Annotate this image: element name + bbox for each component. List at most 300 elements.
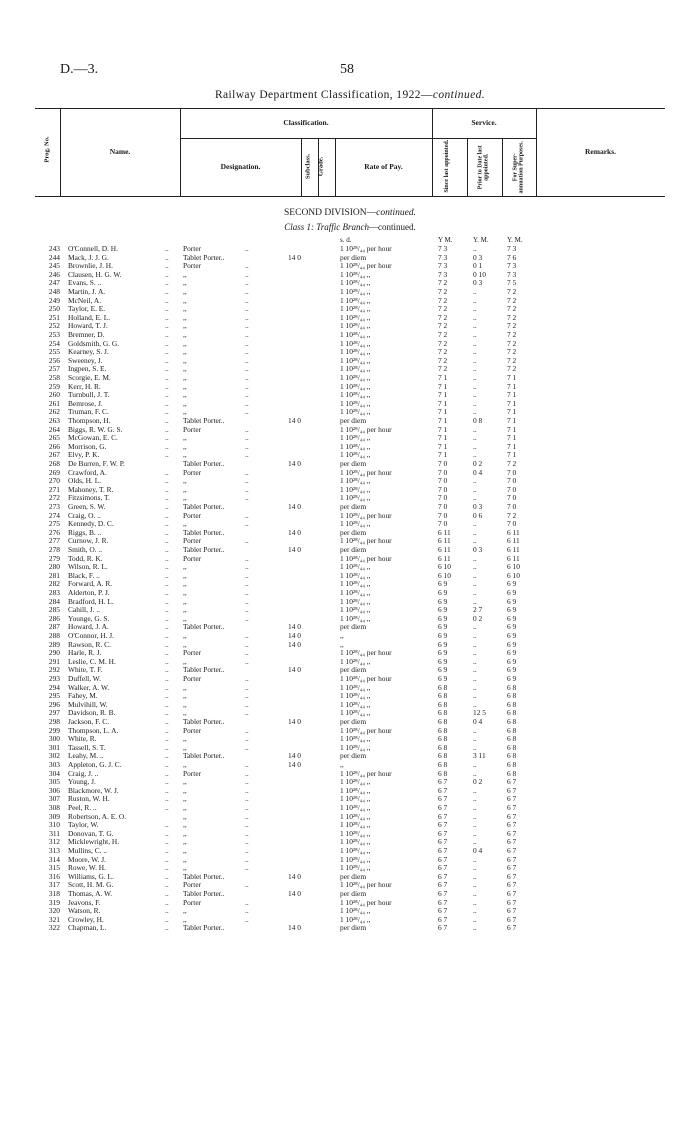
superannuation-cell: 6 8 bbox=[507, 760, 517, 769]
name-cell: Rowe, W. H. bbox=[68, 863, 106, 873]
leader-dots: .. bbox=[165, 699, 169, 709]
prog-no-cell: 266 bbox=[48, 441, 60, 451]
prior-to-date-cell: .. bbox=[473, 244, 477, 253]
prog-no-cell: 307 bbox=[48, 794, 60, 804]
leader-dots: .. bbox=[245, 837, 249, 847]
designation-cell: Tablet Porter.. bbox=[183, 889, 225, 898]
leader-dots: .. bbox=[245, 811, 249, 821]
name-cell: Mack, J. J. G. bbox=[68, 252, 109, 262]
prior-to-date-cell: .. bbox=[473, 631, 477, 640]
name-cell: Fitzsimons, T. bbox=[68, 493, 110, 503]
name-cell: Curnow, J. R. bbox=[68, 536, 109, 546]
superannuation-cell: 7 3 bbox=[507, 244, 517, 253]
superannuation-cell: 7 5 bbox=[507, 278, 517, 288]
designation-cell: Porter bbox=[183, 897, 202, 907]
since-last-cell: 6 8 bbox=[438, 768, 448, 778]
leader-dots: .. bbox=[165, 897, 169, 907]
since-last-cell: 7 1 bbox=[438, 416, 448, 425]
since-last-cell: 7 0 bbox=[438, 519, 448, 529]
name-cell: Leahy, M. .. bbox=[68, 751, 104, 761]
designation-cell: Tablet Porter.. bbox=[183, 717, 225, 726]
since-last-cell: 6 11 bbox=[438, 545, 451, 554]
prior-to-date-cell: 2 7 bbox=[473, 605, 483, 615]
prog-no-cell: 305 bbox=[48, 777, 60, 787]
prog-no-cell: 298 bbox=[48, 717, 60, 726]
leader-dots: .. bbox=[245, 725, 249, 735]
superannuation-cell: 6 9 bbox=[507, 674, 517, 683]
name-cell: Appleton, G. J. C. bbox=[68, 760, 122, 769]
table-row bbox=[0, 924, 700, 933]
prog-no-cell: 267 bbox=[48, 450, 60, 460]
header-since-last-appointed: Since last appointed. bbox=[443, 139, 450, 193]
designation-cell: ,, bbox=[183, 639, 187, 649]
since-last-cell: 6 7 bbox=[438, 880, 448, 890]
rate-of-pay-cell: ,, bbox=[340, 760, 344, 769]
designation-cell: Porter bbox=[183, 725, 202, 735]
designation-cell: ,, bbox=[183, 390, 187, 400]
prog-no-cell: 276 bbox=[48, 527, 60, 537]
designation-cell: ,, bbox=[183, 433, 187, 443]
rate-of-pay-cell: per diem bbox=[340, 717, 367, 726]
leader-dots: .. bbox=[165, 665, 169, 675]
leader-dots: .. bbox=[245, 691, 249, 701]
since-last-cell: 6 9 bbox=[438, 648, 448, 658]
rate-of-pay-cell: 1 10²⁸/₄₄ ,, bbox=[340, 287, 371, 296]
rate-of-pay-cell: 1 10²⁸/₄₄ per hour bbox=[340, 768, 392, 778]
designation-cell: ,, bbox=[183, 742, 187, 752]
col-divider bbox=[301, 138, 302, 196]
superannuation-cell: 6 11 bbox=[507, 553, 520, 563]
since-last-cell: 7 0 bbox=[438, 459, 448, 468]
superannuation-cell: 7 0 bbox=[507, 493, 517, 503]
rate-of-pay-cell: 1 10²⁸/₄₄ ,, bbox=[340, 579, 371, 589]
rate-of-pay-cell: 1 10²⁸/₄₄ per hour bbox=[340, 648, 392, 658]
designation-cell: ,, bbox=[183, 854, 187, 864]
leader-dots: .. bbox=[245, 304, 249, 314]
leader-dots: .. bbox=[165, 631, 169, 640]
prior-to-date-cell: .. bbox=[473, 639, 477, 649]
name-cell: Chapman, L. bbox=[68, 923, 107, 933]
page-reference: D.—3. bbox=[60, 62, 99, 77]
header-classification: Classification. bbox=[283, 118, 329, 128]
designation-cell: Porter bbox=[183, 467, 202, 477]
leader-dots: .. bbox=[165, 321, 169, 331]
title-continued: continued. bbox=[432, 89, 486, 101]
superannuation-cell: 6 10 bbox=[507, 570, 520, 580]
prog-no-cell: 321 bbox=[48, 914, 60, 924]
since-last-cell: 7 1 bbox=[438, 450, 448, 460]
superannuation-cell: 7 1 bbox=[507, 416, 517, 425]
leader-dots: .. bbox=[165, 304, 169, 314]
leader-dots: .. bbox=[165, 863, 169, 873]
leader-dots: .. bbox=[245, 648, 249, 658]
name-cell: Crowley, H. bbox=[68, 914, 104, 924]
designation-cell: ,, bbox=[183, 811, 187, 821]
designation-cell: ,, bbox=[183, 588, 187, 597]
prior-to-date-cell: .. bbox=[473, 889, 477, 898]
rate-of-pay-cell: 1 10²⁸/₄₄ ,, bbox=[340, 484, 371, 494]
leader-dots: .. bbox=[245, 364, 249, 374]
prior-to-date-cell: .. bbox=[473, 553, 477, 563]
since-last-cell: 6 7 bbox=[438, 846, 448, 855]
prog-no-cell: 303 bbox=[48, 760, 60, 769]
leader-dots: .. bbox=[165, 596, 169, 606]
designation-cell: ,, bbox=[183, 398, 187, 408]
since-last-cell: 6 11 bbox=[438, 536, 451, 546]
since-last-cell: 7 3 bbox=[438, 261, 448, 271]
superannuation-cell: 7 1 bbox=[507, 407, 517, 417]
leader-dots: .. bbox=[245, 562, 249, 572]
since-last-cell: 7 2 bbox=[438, 278, 448, 288]
leader-dots: .. bbox=[245, 398, 249, 408]
leader-dots: .. bbox=[165, 261, 169, 271]
superannuation-cell: 6 7 bbox=[507, 871, 517, 881]
leader-dots: .. bbox=[245, 467, 249, 477]
name-cell: Morrison, G. bbox=[68, 441, 107, 451]
leader-dots: .. bbox=[165, 407, 169, 417]
leader-dots: .. bbox=[165, 768, 169, 778]
since-last-cell: 7 2 bbox=[438, 330, 448, 339]
prior-to-date-cell: .. bbox=[473, 656, 477, 666]
superannuation-cell: 7 2 bbox=[507, 287, 517, 296]
col-divider bbox=[467, 138, 468, 196]
name-cell: McNeil, A. bbox=[68, 295, 102, 305]
rate-of-pay-cell: 1 10²⁸/₄₄ ,, bbox=[340, 476, 371, 486]
since-last-cell: 6 7 bbox=[438, 803, 448, 812]
prior-to-date-cell: .. bbox=[473, 854, 477, 864]
prog-no-cell: 290 bbox=[48, 648, 60, 658]
leader-dots: .. bbox=[245, 269, 249, 279]
rate-of-pay-cell: 1 10²⁸/₄₄ ,, bbox=[340, 742, 371, 752]
name-cell: Fahey, M. bbox=[68, 691, 98, 701]
leader-dots: .. bbox=[165, 777, 169, 787]
rate-of-pay-cell: 1 10²⁸/₄₄ ,, bbox=[340, 820, 371, 830]
rate-amount-cell: 14 0 bbox=[288, 760, 301, 769]
prog-no-cell: 282 bbox=[48, 579, 60, 589]
since-last-cell: 7 2 bbox=[438, 304, 448, 314]
prior-to-date-cell: .. bbox=[473, 570, 477, 580]
since-last-cell: 7 2 bbox=[438, 295, 448, 305]
designation-cell: ,, bbox=[183, 906, 187, 916]
leader-dots: .. bbox=[165, 871, 169, 881]
leader-dots: .. bbox=[165, 252, 169, 262]
since-last-cell: 6 7 bbox=[438, 906, 448, 916]
superannuation-cell: 6 11 bbox=[507, 545, 520, 554]
prior-to-date-cell: .. bbox=[473, 338, 477, 348]
rate-of-pay-cell: 1 10²⁸/₄₄ ,, bbox=[340, 519, 371, 529]
rate-of-pay-cell: 1 10²⁸/₄₄ ,, bbox=[340, 330, 371, 339]
leader-dots: .. bbox=[165, 450, 169, 460]
rate-of-pay-cell: 1 10²⁸/₄₄ per hour bbox=[340, 244, 392, 253]
prog-no-cell: 312 bbox=[48, 837, 60, 847]
name-cell: Ingpen, S. E. bbox=[68, 364, 107, 374]
page-number: 58 bbox=[340, 62, 354, 77]
designation-cell: Porter bbox=[183, 648, 202, 658]
superannuation-cell: 7 3 bbox=[507, 261, 517, 271]
since-last-cell: 7 3 bbox=[438, 252, 448, 262]
prior-to-date-cell: .. bbox=[473, 760, 477, 769]
superannuation-cell: 6 9 bbox=[507, 596, 517, 606]
designation-cell: Tablet Porter.. bbox=[183, 502, 225, 511]
prog-no-cell: 270 bbox=[48, 476, 60, 486]
prog-no-cell: 251 bbox=[48, 312, 60, 322]
since-last-cell: 6 7 bbox=[438, 811, 448, 821]
header-superannuation: For Super- annuation Purposes. bbox=[512, 141, 525, 194]
leader-dots: .. bbox=[245, 588, 249, 597]
since-last-cell: 6 9 bbox=[438, 674, 448, 683]
rate-of-pay-cell: 1 10²⁸/₄₄ per hour bbox=[340, 880, 392, 890]
leader-dots: .. bbox=[245, 553, 249, 563]
name-cell: Forward, A. R. bbox=[68, 579, 113, 589]
prior-to-date-cell: 0 4 bbox=[473, 717, 483, 726]
leader-dots: .. bbox=[245, 699, 249, 709]
prior-to-date-cell: .. bbox=[473, 768, 477, 778]
superannuation-cell: 7 0 bbox=[507, 519, 517, 529]
name-cell: Thomas, A. W. bbox=[68, 889, 113, 898]
name-cell: Sweeney, J. bbox=[68, 355, 103, 365]
leader-dots: .. bbox=[245, 519, 249, 529]
leader-dots: .. bbox=[165, 682, 169, 692]
superannuation-cell: 7 2 bbox=[507, 330, 517, 339]
rate-of-pay-cell: 1 10²⁸/₄₄ ,, bbox=[340, 846, 371, 855]
leader-dots: .. bbox=[165, 416, 169, 425]
rate-amount-cell: 14 0 bbox=[288, 639, 301, 649]
since-last-cell: 6 7 bbox=[438, 777, 448, 787]
leader-dots: .. bbox=[165, 656, 169, 666]
since-last-cell: 6 9 bbox=[438, 631, 448, 640]
superannuation-cell: 7 3 bbox=[507, 269, 517, 279]
rate-of-pay-cell: per diem bbox=[340, 416, 367, 425]
prior-to-date-cell: .. bbox=[473, 330, 477, 339]
since-last-cell: 7 2 bbox=[438, 321, 448, 331]
since-last-cell: 6 9 bbox=[438, 622, 448, 632]
rate-of-pay-cell: ,, bbox=[340, 639, 344, 649]
prog-no-cell: 283 bbox=[48, 588, 60, 597]
header-prior-to-date: Prior to Date last appointed. bbox=[477, 145, 490, 190]
prog-no-cell: 311 bbox=[49, 828, 60, 838]
designation-cell: Tablet Porter.. bbox=[183, 252, 225, 262]
name-cell: Thompson, L. A. bbox=[68, 725, 119, 735]
prog-no-cell: 277 bbox=[48, 536, 60, 546]
superannuation-cell: 6 8 bbox=[507, 691, 517, 701]
prior-to-date-cell: .. bbox=[473, 742, 477, 752]
prog-no-cell: 294 bbox=[48, 682, 60, 692]
prior-to-date-cell: .. bbox=[473, 699, 477, 709]
name-cell: Taylor, E. E. bbox=[68, 304, 106, 314]
designation-cell: ,, bbox=[183, 820, 187, 830]
rate-of-pay-cell: per diem bbox=[340, 889, 367, 898]
designation-cell: ,, bbox=[183, 863, 187, 873]
rate-of-pay-cell: 1 10²⁸/₄₄ ,, bbox=[340, 278, 371, 288]
header-prog-no: Prog. No. bbox=[43, 136, 51, 163]
leader-dots: .. bbox=[165, 562, 169, 572]
designation-cell: ,, bbox=[183, 476, 187, 486]
rate-of-pay-cell: 1 10²⁸/₄₄ per hour bbox=[340, 467, 392, 477]
header-rate-of-pay: Rate of Pay. bbox=[364, 162, 403, 172]
rate-of-pay-cell: 1 10²⁸/₄₄ ,, bbox=[340, 828, 371, 838]
leader-dots: .. bbox=[165, 381, 169, 391]
leader-dots: .. bbox=[245, 906, 249, 916]
prior-to-date-cell: 0 3 bbox=[473, 278, 483, 288]
since-last-cell: 6 7 bbox=[438, 863, 448, 873]
superannuation-cell: 6 7 bbox=[507, 897, 517, 907]
name-cell: Walker, A. W. bbox=[68, 682, 110, 692]
leader-dots: .. bbox=[245, 312, 249, 322]
designation-cell: Porter bbox=[183, 244, 202, 253]
prior-to-date-cell: .. bbox=[473, 304, 477, 314]
prior-to-date-cell: .. bbox=[473, 897, 477, 907]
prog-no-cell: 279 bbox=[48, 553, 60, 563]
name-cell: O'Connor, H. J. bbox=[68, 631, 114, 640]
designation-cell: ,, bbox=[183, 269, 187, 279]
designation-cell: Tablet Porter.. bbox=[183, 459, 225, 468]
designation-cell: Porter bbox=[183, 768, 202, 778]
leader-dots: .. bbox=[165, 691, 169, 701]
prior-to-date-cell: .. bbox=[473, 527, 477, 537]
division-title-continued: continued. bbox=[376, 208, 416, 218]
prog-no-cell: 261 bbox=[48, 398, 60, 408]
leader-dots: .. bbox=[245, 682, 249, 692]
prior-to-date-cell: .. bbox=[473, 562, 477, 572]
leader-dots: .. bbox=[165, 605, 169, 615]
rate-of-pay-cell: 1 10²⁸/₄₄ ,, bbox=[340, 588, 371, 597]
name-cell: Kennedy, D. C. bbox=[68, 519, 114, 529]
prog-no-cell: 263 bbox=[48, 416, 60, 425]
designation-cell: Porter bbox=[183, 880, 202, 890]
superannuation-cell: 6 7 bbox=[507, 914, 517, 924]
name-cell: Mahoney, T. R. bbox=[68, 484, 114, 494]
rate-of-pay-cell: per diem bbox=[340, 751, 367, 761]
rate-of-pay-cell: 1 10²⁸/₄₄ ,, bbox=[340, 295, 371, 305]
leader-dots: .. bbox=[165, 751, 169, 761]
rate-of-pay-cell: 1 10²⁸/₄₄ ,, bbox=[340, 682, 371, 692]
superannuation-cell: 6 7 bbox=[507, 820, 517, 830]
designation-cell: Tablet Porter.. bbox=[183, 923, 225, 933]
leader-dots: .. bbox=[245, 510, 249, 520]
leader-dots: .. bbox=[165, 441, 169, 451]
leader-dots: .. bbox=[165, 794, 169, 804]
leader-dots: .. bbox=[245, 433, 249, 443]
since-last-cell: 7 1 bbox=[438, 407, 448, 417]
superannuation-cell: 6 9 bbox=[507, 622, 517, 632]
prog-no-cell: 280 bbox=[48, 562, 60, 572]
name-cell: White, T. F. bbox=[68, 665, 103, 675]
leader-dots: .. bbox=[165, 622, 169, 632]
leader-dots: .. bbox=[245, 846, 249, 855]
prior-to-date-cell: .. bbox=[473, 493, 477, 503]
designation-cell: Tablet Porter.. bbox=[183, 545, 225, 554]
designation-cell: Porter bbox=[183, 510, 202, 520]
superannuation-cell: 6 7 bbox=[507, 846, 517, 855]
superannuation-cell: 6 9 bbox=[507, 631, 517, 640]
prog-no-cell: 271 bbox=[48, 484, 60, 494]
designation-cell: Tablet Porter.. bbox=[183, 416, 225, 425]
designation-cell: ,, bbox=[183, 691, 187, 701]
rate-of-pay-cell: 1 10²⁸/₄₄ ,, bbox=[340, 863, 371, 873]
name-cell: Howard, J. A. bbox=[68, 622, 109, 632]
prior-to-date-cell: .. bbox=[473, 347, 477, 357]
since-last-cell: 7 2 bbox=[438, 312, 448, 322]
leader-dots: .. bbox=[165, 760, 169, 769]
since-last-cell: 6 7 bbox=[438, 854, 448, 864]
rate-of-pay-cell: per diem bbox=[340, 871, 367, 881]
prior-to-date-cell: .. bbox=[473, 837, 477, 847]
rate-amount-cell: 14 0 bbox=[288, 622, 301, 632]
header-name: Name. bbox=[109, 147, 131, 157]
prog-no-cell: 308 bbox=[48, 803, 60, 812]
leader-dots: .. bbox=[245, 880, 249, 890]
prog-no-cell: 302 bbox=[48, 751, 60, 761]
prior-to-date-cell: .. bbox=[473, 794, 477, 804]
name-cell: Howard, T. J. bbox=[68, 321, 108, 331]
prior-to-date-cell: .. bbox=[473, 691, 477, 701]
leader-dots: .. bbox=[245, 596, 249, 606]
prior-to-date-cell: .. bbox=[473, 622, 477, 632]
leader-dots: .. bbox=[165, 295, 169, 305]
prior-to-date-cell: .. bbox=[473, 596, 477, 606]
class-title-main: Class 1: Traffic Branch bbox=[284, 222, 369, 232]
rate-of-pay-cell: 1 10²⁸/₄₄ per hour bbox=[340, 897, 392, 907]
rate-amount-cell: 14 0 bbox=[288, 545, 301, 554]
prog-no-cell: 278 bbox=[48, 545, 60, 554]
leader-dots: .. bbox=[165, 613, 169, 623]
designation-cell: ,, bbox=[183, 914, 187, 924]
rate-of-pay-cell: per diem bbox=[340, 923, 367, 933]
units-shillings-pence: s. d. bbox=[340, 236, 352, 244]
rate-amount-cell: 14 0 bbox=[288, 416, 301, 425]
prior-to-date-cell: .. bbox=[473, 785, 477, 795]
superannuation-cell: 7 0 bbox=[507, 467, 517, 477]
name-cell: Micklewright, H. bbox=[68, 837, 120, 847]
prog-no-cell: 265 bbox=[48, 433, 60, 443]
rate-of-pay-cell: ,, bbox=[340, 631, 344, 640]
leader-dots: .. bbox=[245, 605, 249, 615]
leader-dots: .. bbox=[245, 820, 249, 830]
superannuation-cell: 6 11 bbox=[507, 527, 520, 537]
name-cell: Holland, E. L. bbox=[68, 312, 111, 322]
superannuation-cell: 7 6 bbox=[507, 252, 517, 262]
name-cell: Blackmore, W. J. bbox=[68, 785, 119, 795]
prior-to-date-cell: .. bbox=[473, 355, 477, 365]
rate-of-pay-cell: 1 10²⁸/₄₄ ,, bbox=[340, 699, 371, 709]
leader-dots: .. bbox=[245, 261, 249, 271]
name-cell: Rawson, R. C. bbox=[68, 639, 111, 649]
rate-of-pay-cell: 1 10²⁸/₄₄ ,, bbox=[340, 390, 371, 400]
designation-cell: ,, bbox=[183, 381, 187, 391]
leader-dots: .. bbox=[245, 768, 249, 778]
rate-of-pay-cell: 1 10²⁸/₄₄ ,, bbox=[340, 777, 371, 787]
leader-dots: .. bbox=[165, 330, 169, 339]
leader-dots: .. bbox=[245, 639, 249, 649]
since-last-cell: 7 2 bbox=[438, 364, 448, 374]
leader-dots: .. bbox=[165, 373, 169, 382]
prior-to-date-cell: 0 4 bbox=[473, 467, 483, 477]
since-last-cell: 6 9 bbox=[438, 588, 448, 597]
since-last-cell: 6 8 bbox=[438, 682, 448, 692]
name-cell: Crawford, A. bbox=[68, 467, 107, 477]
since-last-cell: 7 3 bbox=[438, 269, 448, 279]
prog-no-cell: 255 bbox=[48, 347, 60, 357]
since-last-cell: 7 1 bbox=[438, 441, 448, 451]
superannuation-cell: 6 10 bbox=[507, 562, 520, 572]
leader-dots: .. bbox=[165, 476, 169, 486]
prior-to-date-cell: .. bbox=[473, 536, 477, 546]
name-cell: Black, F. .. bbox=[68, 570, 100, 580]
leader-dots: .. bbox=[165, 527, 169, 537]
superannuation-cell: 7 2 bbox=[507, 312, 517, 322]
rate-of-pay-cell: 1 10²⁸/₄₄ per hour bbox=[340, 261, 392, 271]
prog-no-cell: 244 bbox=[48, 252, 60, 262]
